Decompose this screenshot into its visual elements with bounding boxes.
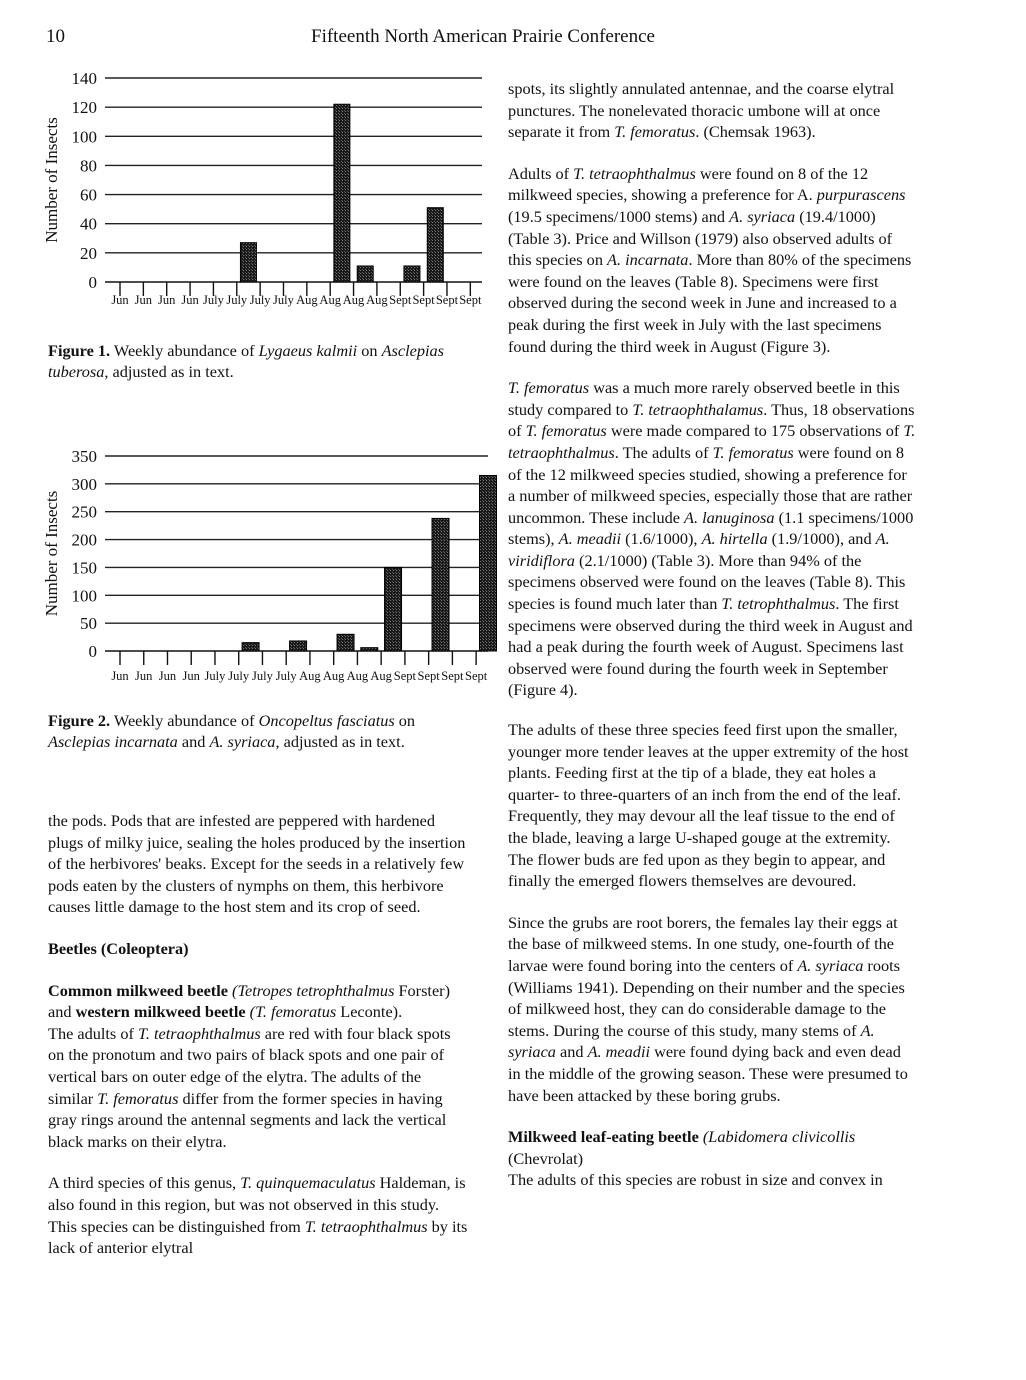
right-column [508,78,916,1191]
paragraph-third-species: A third species of this genus, T. quinquemaculatus Haldeman, is also found in this region, but was not observed in this study. This species can be distinguished from T. tetraophthalmus by its lack of anterior elytral [48,1173,468,1258]
paragraph-adults: The adults of T. tetraophthalmus are red with four black spots on the pronotum and two pairs of black spots and one pair of vertical bars on outer edge of the elytra. The adults of the similar T. femoratus differ from the former species in having gray rings around the antennal segments and lack the vertical black marks on their elytra. [48,1023,451,1151]
x-tick-label: Aug [319,293,341,307]
x-tick-label: Sept [389,293,412,307]
bar [334,104,350,282]
y-tick-label: 250 [71,502,97,522]
page-number: 10 [46,26,65,47]
paragraph-feeding: The adults of these three species feed first upon the smaller, younger more tender leaves at the upper extremity of the host plants. Feeding first at the tip of a blade, they eat holes a quarter- to three-quarters of an inch from the end of the leaf. Frequently, they may devour all the leaf tissue to the end of the blade, leaving a large U-shaped gouge at the extremity. The flower buds are fed upon as they begin to appear, and finally the emerged flowers themselves are devoured. [508,720,909,891]
subheading-tetropes: Common milkweed beetle (Tetropes tetrophthalmus Forster) and western milkweed beetle (T. femoratus Leconte). [48,980,451,1022]
y-tick-label: 300 [71,474,97,494]
x-tick-label: Sept [465,669,488,683]
paragraph-grubs: Since the grubs are root borers, the females lay their eggs at the base of milkweed stems. In one study, one-fourth of the larvae were found boring into the centers of A. syriaca roots (Williams 1941). Depending on their number and the species of milkweed host, they can do considerable damage to the stems. During the course of this study, many stems of A. syriaca and A. meadii were found dying back and even dead in the middle of the growing season. These were presumed to have been attacked by these boring grubs. [508,912,908,1105]
host-name: A. syriaca [209,732,276,751]
subheading-labidomera: Milkweed leaf-eating beetle (Labidomera clivicollis (Chevrolat) [508,1127,856,1168]
figure-1-label: Figure 1. [48,341,111,360]
x-tick-label: Aug [342,293,365,307]
x-tick-label: Sept [417,669,440,683]
x-tick-label: July [204,669,226,683]
x-tick-label: Jun [182,669,200,683]
y-tick-label: 0 [88,642,97,661]
y-tick-label: 80 [80,156,97,176]
x-tick-label: Sept [441,669,464,683]
x-tick-label: Aug [296,293,318,307]
y-tick-label: 50 [80,614,97,634]
x-tick-label: Sept [435,293,459,307]
paragraph-spots: spots, its slightly annulated antennae, and the coarse elytral punctures. The nonelevated thoracic umbone will at once separate it from T. femoratus. (Chemsak 1963). [508,79,895,142]
left-column [48,810,468,1259]
x-tick-label: Aug [322,669,345,683]
y-tick-label: 200 [71,530,97,550]
y-tick-label: 140 [71,69,97,88]
x-tick-label: Jun [158,669,177,683]
x-tick-label: July [202,293,224,307]
x-tick-label: July [273,293,294,307]
y-tick-label: 0 [88,273,97,292]
host-name: Asclepias incarnata [48,732,178,751]
species-name: Lygaeus kalmii [258,341,358,360]
x-tick-label: Aug [299,669,321,683]
host-name: Asclepias tuberosa [48,341,444,381]
x-tick-label: Jun [111,293,129,307]
y-tick-label: 20 [80,243,97,263]
bar [357,266,373,282]
y-tick-label: 40 [80,214,97,234]
x-tick-label: Sept [412,293,435,307]
y-tick-label: 350 [71,447,97,466]
section-heading-beetles: Beetles (Coleoptera) [48,938,189,958]
y-tick-label: 100 [71,586,97,606]
bar [480,476,497,652]
bar [385,567,402,651]
x-tick-label: July [252,669,273,683]
figure-2-label: Figure 2. [48,711,111,730]
y-tick-label: 100 [71,127,97,147]
x-tick-label: Jun [181,293,199,307]
y-axis-title: Number of Insects [42,117,61,243]
x-tick-label: Aug [346,669,369,683]
x-tick-label: Aug [370,669,392,683]
x-tick-label: July [228,669,250,683]
x-tick-label: Jun [111,669,129,683]
x-tick-label: July [275,669,297,683]
paragraph-femoratus: T. femoratus was a much more rarely observed beetle in this study compared to T. tetraophthalamus. Thus, 18 observations of T. femoratus were made compared to 175 observations of T. tetraophthalmus. The adults of T. femoratus were found on 8 of the 12 milkweed species studied, showing a preference for a number of milkweed species, especially those that are rather uncommon. These include A. lanuginosa (1.1 specimens/1000 stems), A. meadii (1.6/1000), A. hirtella (1.9/1000), and A. viridiflora (2.1/1000) (Table 3). More than 94% of the specimens observed were found on the leaves (Table 8). This species is found much later than T. tetrophthalmus. The first specimens were observed during the third week in August and had a peak during the fourth week of August. Specimens last observed were found during the fourth week in September (Figure 4). [508,378,916,700]
bar [427,208,443,282]
species-name: Oncopeltus fasciatus [258,711,395,730]
bar [337,634,354,651]
figure-1-chart [42,69,482,307]
x-tick-label: Jun [134,293,153,307]
bar [404,266,420,282]
x-tick-label: Sept [393,669,417,683]
x-tick-label: Jun [135,669,153,683]
figure-2-caption: Figure 2. Weekly abundance of Oncopeltus fasciatus on Asclepias incarnata and A. syriaca, adjusted as in text. [48,711,416,751]
figure-2-chart [42,447,497,683]
figure-1-caption: Figure 1. Weekly abundance of Lygaeus kalmii on Asclepias tuberosa, adjusted as in text. [48,341,444,381]
x-tick-label: Sept [459,293,482,307]
y-tick-label: 150 [71,558,97,578]
x-tick-label: July [249,293,271,307]
x-tick-label: Aug [366,293,388,307]
running-title: Fifteenth North American Prairie Conference [311,26,655,47]
y-tick-label: 120 [71,98,97,118]
bar [432,518,449,651]
x-tick-label: Jun [158,293,176,307]
bar [242,643,259,651]
bar [361,648,378,651]
paragraph-pods: the pods. Pods that are infested are peppered with hardened plugs of milky juice, sealing the holes produced by the insertion of the herbivores' beaks. Except for the seeds in a relatively few pods eaten by the clusters of nymphs on them, this herbivore causes little damage to the host stem and its crop of seed. [48,811,466,917]
paragraph-robust: The adults of this species are robust in size and convex in [508,1170,883,1190]
paragraph-tetraophthalmus: Adults of T. tetraophthalmus were found on 8 of the 12 milkweed species, showing a preference for A. purpurascens (19.5 specimens/1000 stems) and A. syriaca (19.4/1000) (Table 3). Price and Willson (1979) also observed adults of this species on A. incarnata. More than 80% of the specimens were found on the leaves (Table 8). Specimens were first observed during the second week in June and increased to a peak during the first week in July with the last specimens found during the third week in August (Figure 3). [508,163,912,356]
x-tick-label: July [226,293,248,307]
y-axis-title: Number of Insects [42,490,61,617]
bar [240,243,256,282]
bar [290,641,307,651]
y-tick-label: 60 [80,185,97,205]
